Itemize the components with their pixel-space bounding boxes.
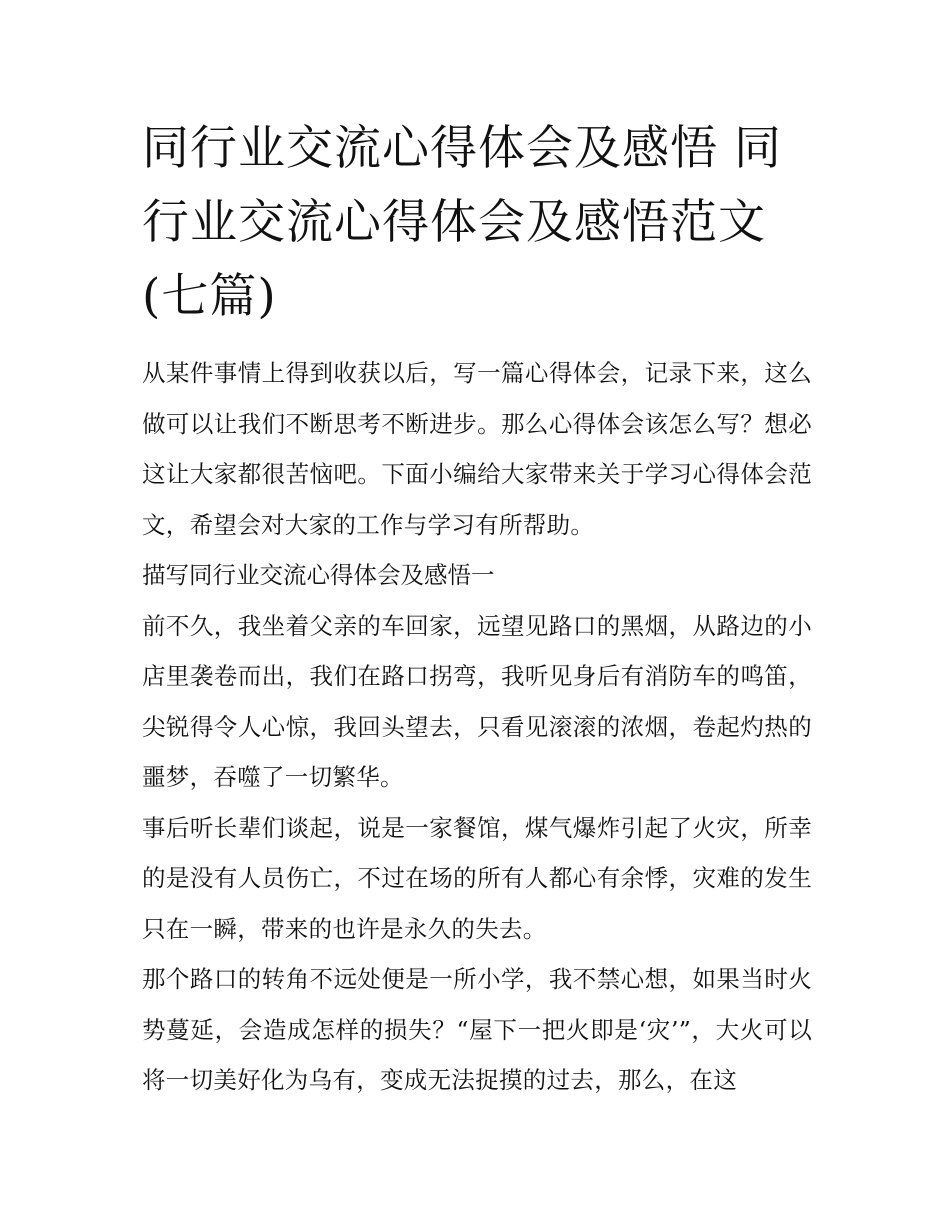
body-paragraph-2: 事后听长辈们谈起，说是一家餐馆，煤气爆炸引起了火灾，所幸的是没有人员伤亡，不过在场的所有人都心有余悸，灾难的发生只在一瞬，带来的也许是永久的失去。 bbox=[142, 813, 812, 943]
intro-paragraph: 从某件事情上得到收获以后，写一篇心得体会，记录下来，这么做可以让我们不断思考不断进步。那么心得体会该怎么写？想必这让大家都很苦恼吧。下面小编给大家带来关于学习心得体会范文，希望会对大家的工作与学习有所帮助。 bbox=[142, 359, 812, 539]
document-title: 同行业交流心得体会及感悟 同行业交流心得体会及感悟范文(七篇) bbox=[142, 121, 782, 324]
section-heading: 描写同行业交流心得体会及感悟一 bbox=[142, 561, 495, 589]
body-paragraph-3: 那个路口的转角不远处便是一所小学，我不禁心想，如果当时火势蔓延，会造成怎样的损失？“屋下一把火即是‘灾’”，大火可以将一切美好化为乌有，变成无法捉摸的过去，那么，在这 bbox=[142, 965, 812, 1094]
body-paragraph-1: 前不久，我坐着父亲的车回家，远望见路口的黑烟，从路边的小店里袭卷而出，我们在路口拐弯，我听见身后有消防车的鸣笛，尖锐得令人心惊，我回头望去，只看见滚滚的浓烟，卷起灼热的噩梦，吞噬了一切繁华。 bbox=[142, 611, 812, 791]
